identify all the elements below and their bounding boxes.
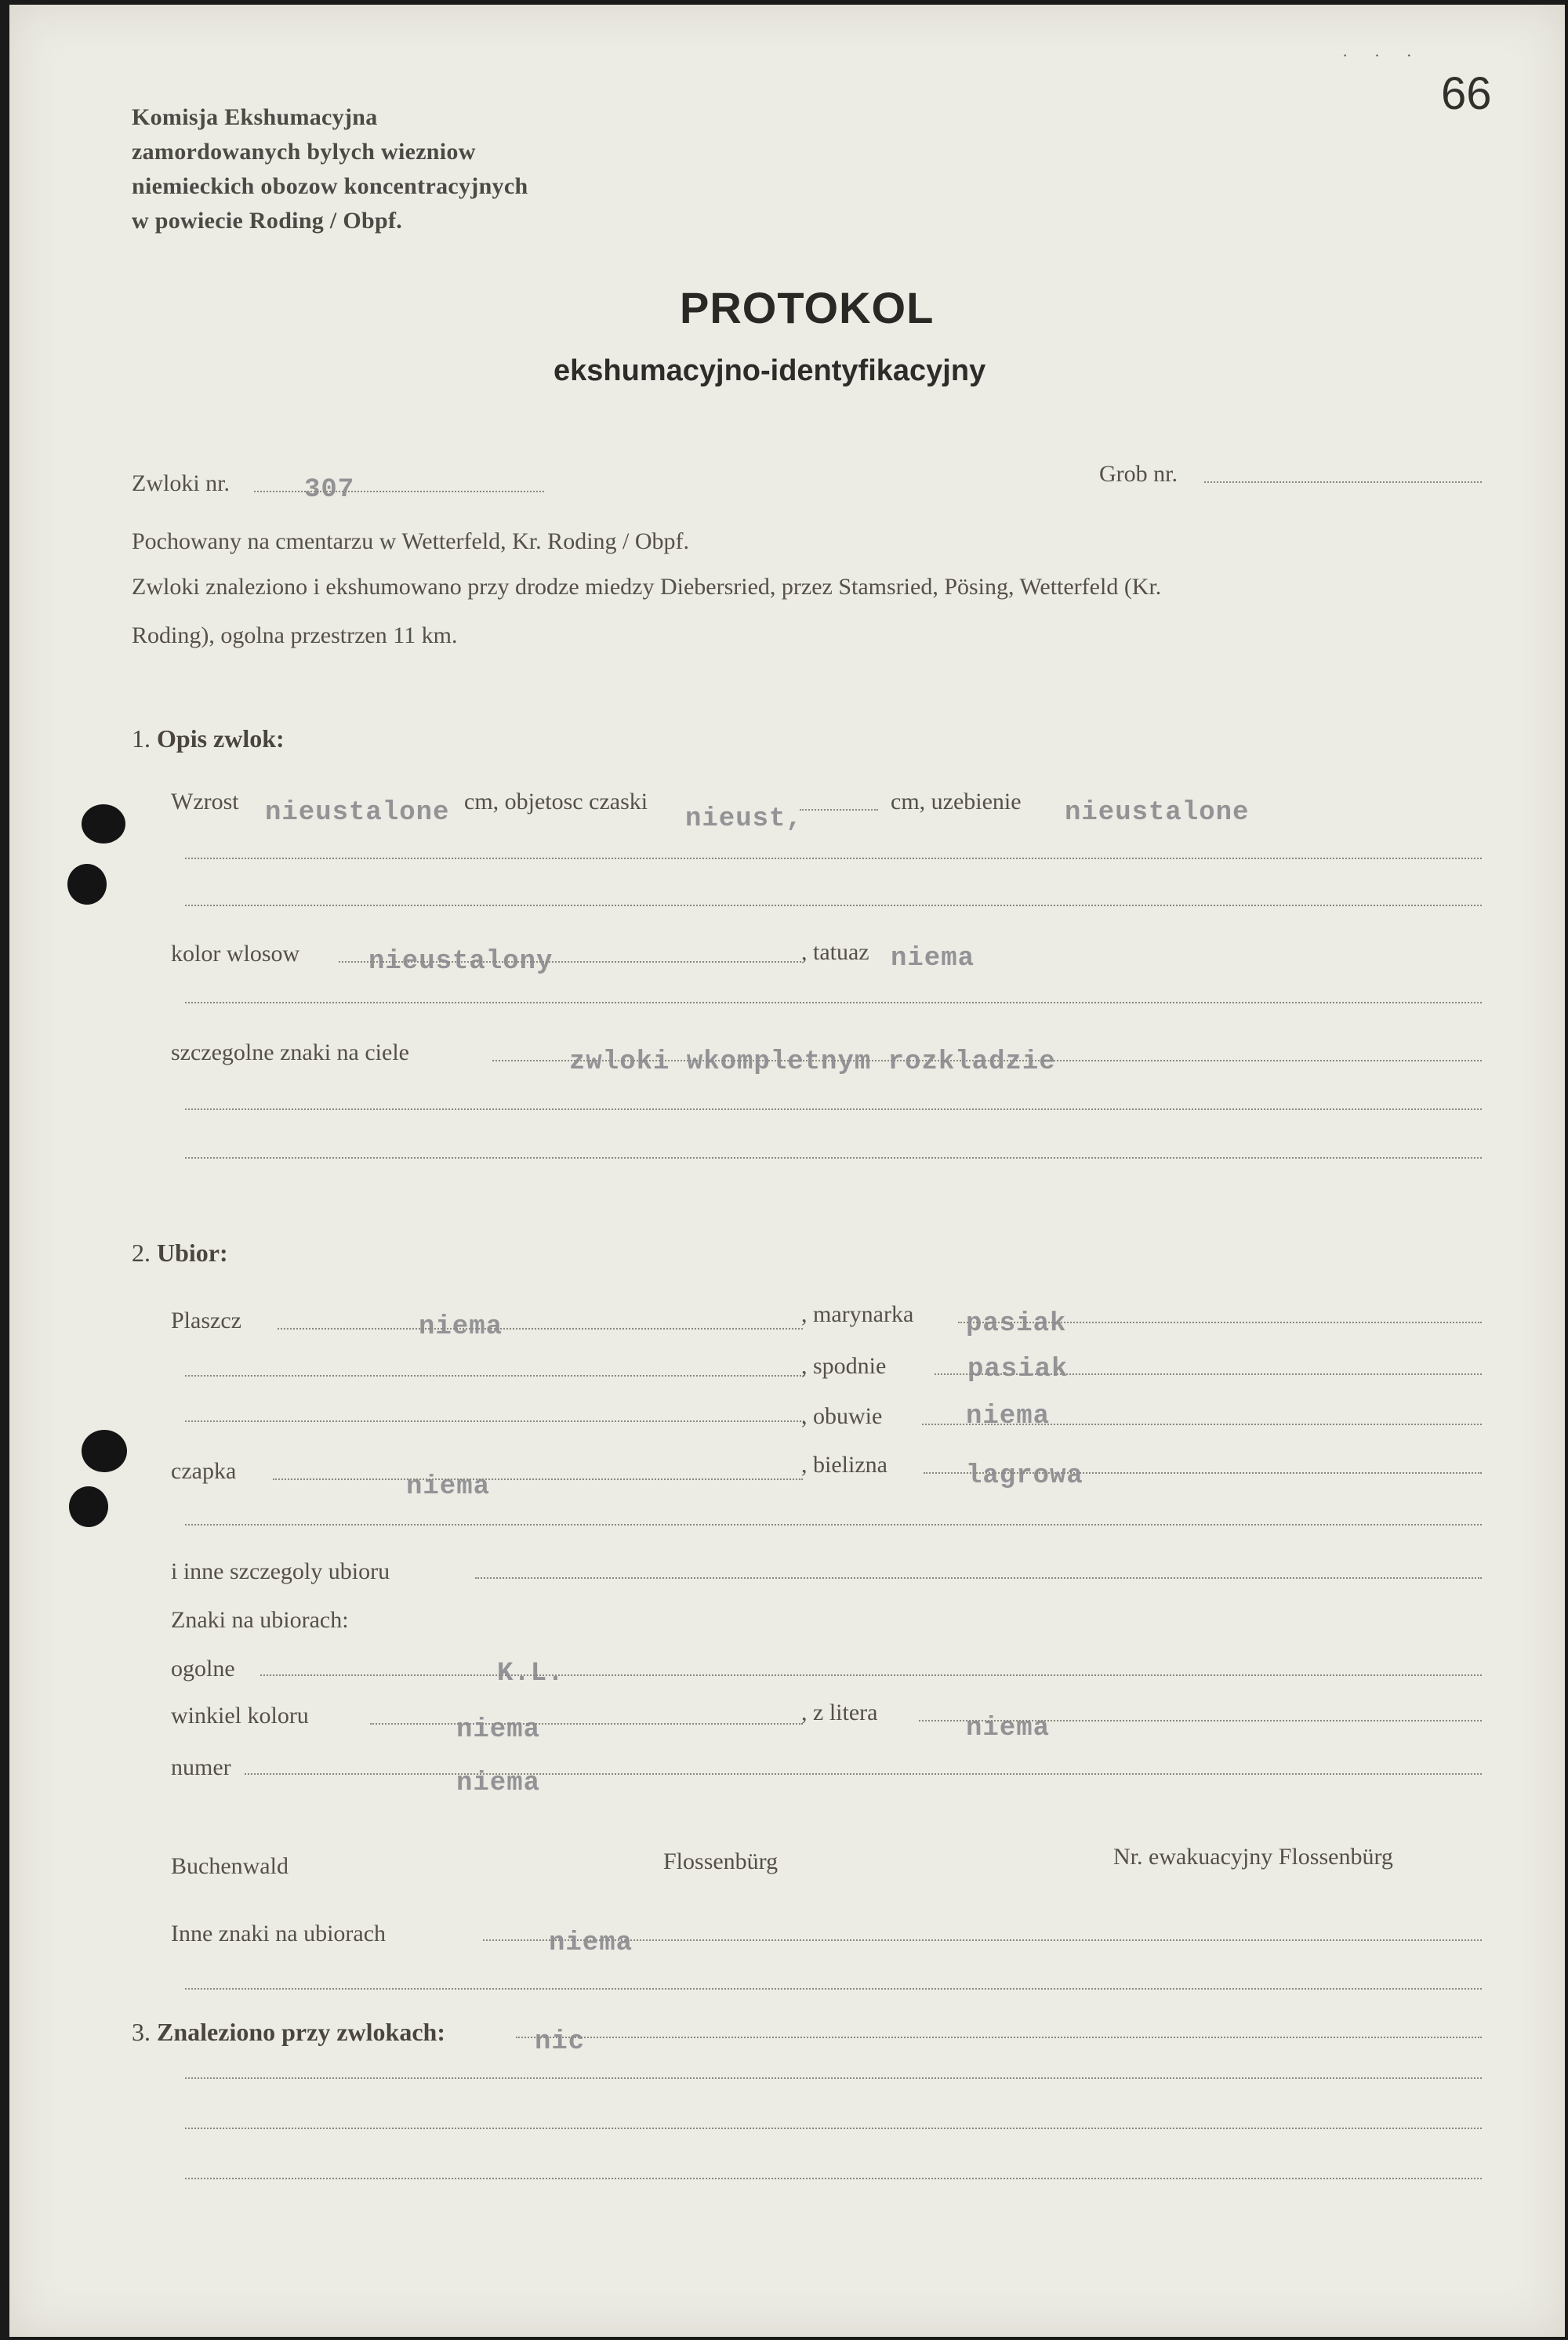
section-1-line-a [185, 858, 1482, 859]
marynarka-label: , marynarka [801, 1301, 914, 1327]
znaleziono-line-1: Zwloki znaleziono i ekshumowano przy drodze miedzy Diebersried, przez Stamsried, Pösing, Wetterfeld (Kr. [132, 574, 1162, 600]
punch-hole [69, 1486, 108, 1527]
szczegolne-znaki-label: szczegolne znaki na ciele [171, 1039, 409, 1065]
ogolne-label: ogolne [171, 1656, 235, 1682]
ogolne-dotted-line [260, 1674, 1482, 1676]
z-litera-value: niema [966, 1714, 1051, 1743]
z-litera-label: , z litera [801, 1700, 878, 1725]
section-2-line-b [185, 1988, 1482, 1990]
section-3-line-a [185, 2077, 1482, 2079]
czapka-dotted-line [273, 1478, 803, 1480]
inne-szczegoly-label: i inne szczegoly ubioru [171, 1558, 390, 1584]
inne-znaki-value: niema [549, 1928, 633, 1958]
section-1-title: Opis zwlok: [157, 724, 285, 753]
section-3-dotted-line [516, 2037, 1482, 2038]
document-subtitle: ekshumacyjno-identyfikacyjny [554, 354, 986, 387]
plaszcz-dotted-line [278, 1328, 803, 1330]
obuwie-label: , obuwie [801, 1403, 883, 1429]
numer-value: niema [456, 1769, 541, 1798]
kolor-wlosow-value: nieustalony [368, 947, 554, 977]
inne-znaki-dotted-line [483, 1939, 1482, 1941]
obuwie-value: niema [966, 1402, 1051, 1431]
pochowany-text: Pochowany na cmentarzu w Wetterfeld, Kr. Roding / Obpf. [132, 528, 690, 554]
tatuaz-label: , tatuaz [801, 939, 869, 965]
header-line-1: Komisja Ekshumacyjna [132, 104, 378, 130]
czapka-value: niema [406, 1472, 491, 1502]
cm-uzebienie-label: cm, uzebienie [891, 789, 1022, 814]
inne-znaki-label: Inne znaki na ubiorach [171, 1921, 387, 1946]
bielizna-label: , bielizna [801, 1452, 887, 1478]
grob-label: Grob nr. [1099, 461, 1178, 487]
section-2-heading [132, 1239, 228, 1268]
czaszka-dotted-line [800, 809, 878, 811]
spodnie-value: pasiak [967, 1355, 1069, 1384]
section-3-heading [132, 2018, 445, 2047]
section-3-title: Znaleziono przy zwlokach: [157, 2018, 445, 2046]
cm-objetosc-label: cm, objetosc czaski [464, 789, 648, 814]
numer-label: numer [171, 1754, 231, 1780]
plaszcz-line-2 [185, 1375, 804, 1377]
marynarka-value: pasiak [966, 1309, 1067, 1339]
plaszcz-label: Plaszcz [171, 1308, 241, 1333]
section-3-line-c [185, 2178, 1482, 2179]
uzebienie-value: nieustalone [1065, 798, 1250, 828]
nr-ewakuacyjny-label: Nr. ewakuacyjny Flossenbürg [1113, 1844, 1393, 1870]
section-1-number: 1. [132, 724, 151, 753]
section-1-line-e [185, 1157, 1482, 1159]
czapka-label: czapka [171, 1458, 237, 1484]
section-1-line-d [185, 1108, 1482, 1110]
section-2-title: Ubior: [157, 1239, 228, 1267]
szczegolne-znaki-value: zwloki wkompletnym rozkladzie [569, 1047, 1056, 1077]
znaki-na-ubiorach-label: Znaki na ubiorach: [171, 1607, 349, 1633]
section-1-line-b [185, 905, 1482, 906]
punch-hole [82, 804, 125, 843]
zwloki-dotted-line [254, 491, 544, 492]
inne-szczegoly-dotted-line [475, 1577, 1482, 1579]
bielizna-value: lagrowa [966, 1461, 1083, 1491]
header-line-3: niemieckich obozow koncentracyjnych [132, 173, 528, 199]
punch-hole [67, 864, 107, 905]
znaleziono-line-2: Roding), ogolna przestrzen 11 km. [132, 622, 458, 648]
zwloki-value: 307 [304, 475, 355, 505]
ogolne-value: K.L. [497, 1659, 564, 1689]
page-number: 66 [1441, 68, 1492, 119]
top-dots-mark: · · · [1342, 45, 1423, 65]
section-1-heading [132, 724, 285, 753]
winkiel-dotted-line [370, 1723, 803, 1725]
zwloki-label: Zwloki nr. [132, 470, 230, 496]
plaszcz-value: niema [419, 1312, 503, 1342]
section-3-value: nic [535, 2027, 586, 2057]
plaszcz-line-3 [185, 1420, 804, 1422]
buchenwald-label: Buchenwald [171, 1853, 289, 1879]
section-2-number: 2. [132, 1239, 151, 1267]
section-1-line-c [185, 1002, 1482, 1003]
spodnie-label: , spodnie [801, 1353, 887, 1379]
header-line-2: zamordowanych bylych wiezniow [132, 139, 476, 165]
numer-dotted-line [245, 1773, 1482, 1775]
section-3-line-b [185, 2128, 1482, 2129]
section-3-number: 3. [132, 2018, 151, 2046]
document-title: PROTOKOL [680, 283, 935, 332]
grob-dotted-line [1204, 481, 1482, 483]
document-page [9, 5, 1565, 2337]
kolor-wlosow-label: kolor wlosow [171, 941, 300, 967]
tatuaz-value: niema [891, 944, 975, 974]
punch-hole [82, 1430, 127, 1472]
wzrost-value: nieustalone [265, 798, 450, 828]
header-line-4: w powiecie Roding / Obpf. [132, 208, 403, 234]
czaszka-value: nieust, [685, 804, 803, 834]
wzrost-label: Wzrost [171, 789, 239, 814]
winkiel-koloru-value: niema [456, 1715, 541, 1745]
flossenburg-label: Flossenbürg [663, 1848, 779, 1874]
section-2-line-a [185, 1524, 1482, 1526]
winkiel-koloru-label: winkiel koloru [171, 1703, 309, 1729]
